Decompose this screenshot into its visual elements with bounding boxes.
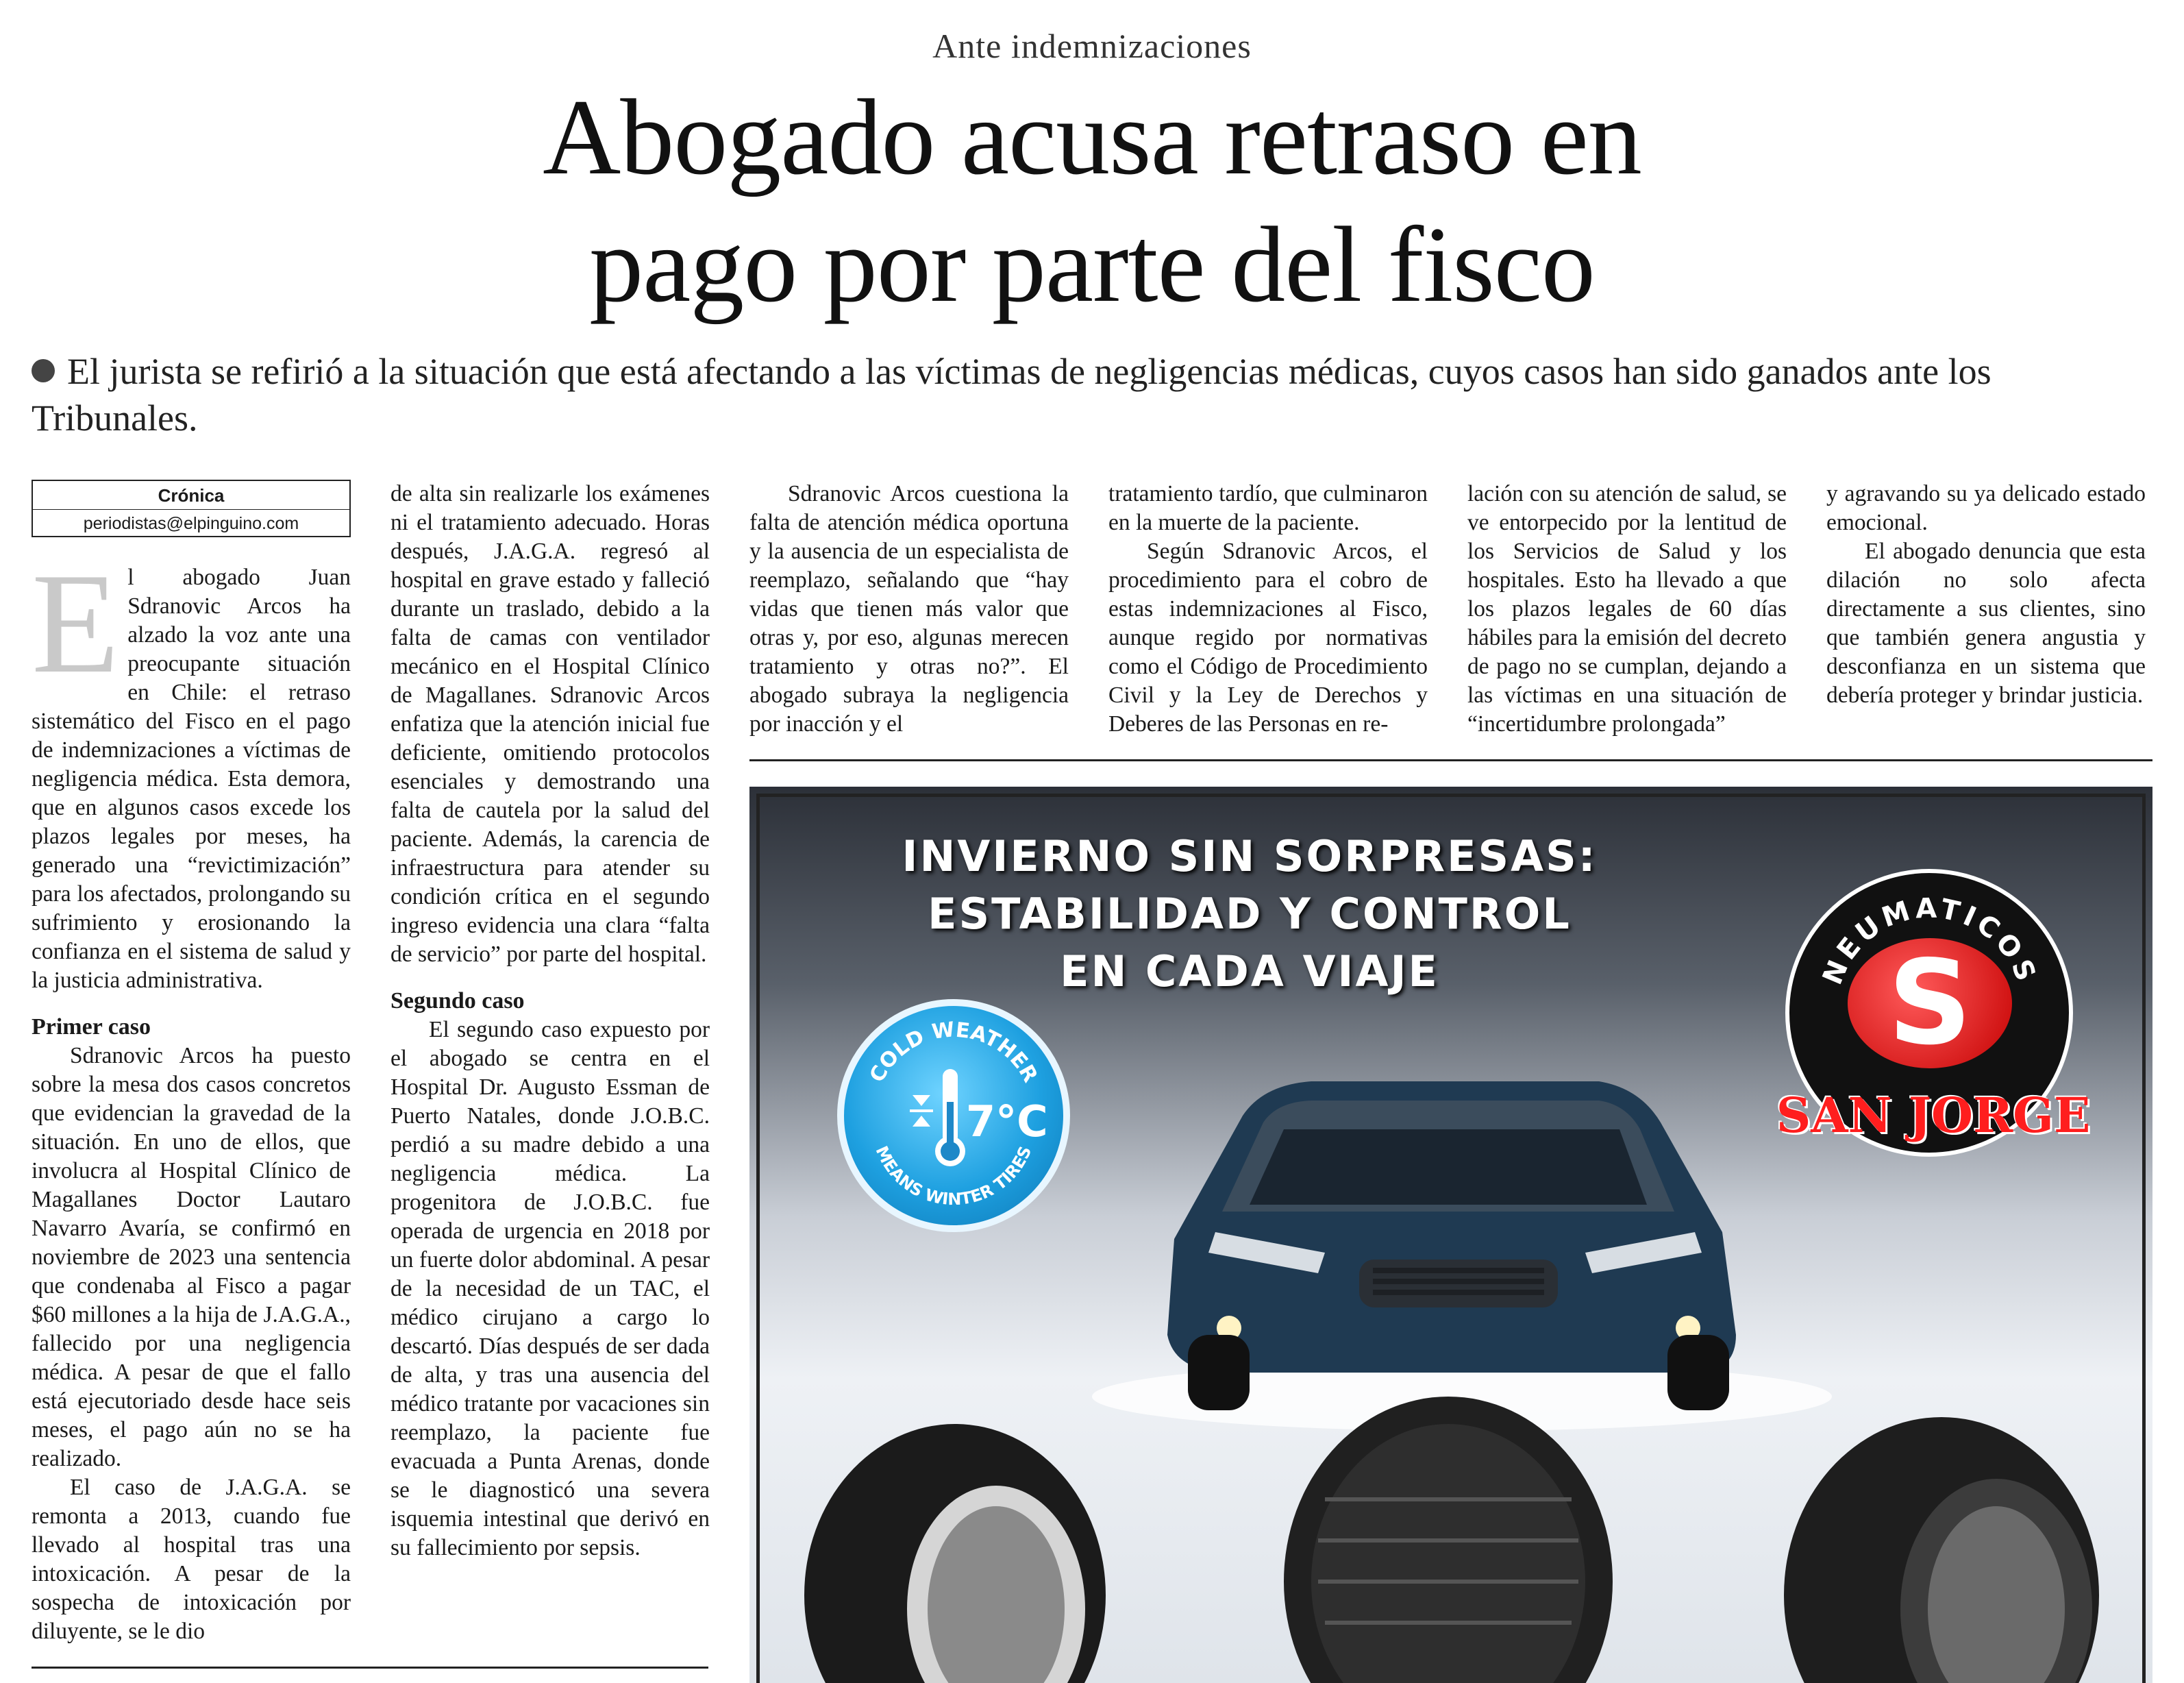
paragraph: lación con su atención de salud, se ve entorpecido por la lentitud de los Servicios de Salud y los hospitales. Esto ha llevado a que los plazos legales de 60 días hábiles para la emisión del decreto de pago no se cumplan, dejando a las víctimas en una situación de “incertidumbre prolongada”: [1467, 481, 1787, 737]
article-column-2: [390, 480, 710, 1562]
paragraph: tratamiento tardío, que culminaron en la muerte de la paciente.: [1108, 481, 1428, 535]
column-divider-rule: [749, 759, 2152, 761]
paragraph: Sdranovic Arcos ha puesto sobre la mesa dos casos concretos que evidencian la gravedad de la situación. En uno de ellos, que involucra al Hospital Clínico de Magallanes Doctor Lautaro Navarro Avaría, se confirmó en noviembre de 2023 una sentencia que condenaba al Fisco a pagar $60 millones a la hija de J.A.G.A., fallecido por una negligencia médica. A pesar de que el fallo está ejecutoriado desde hace seis meses, el pago aún no se ha realizado.: [32, 1043, 351, 1471]
badge-temperature: 7°C: [966, 1096, 1048, 1146]
author-email: periodistas@elpinguino.com: [33, 509, 349, 534]
cold-weather-badge: [837, 999, 1070, 1232]
paragraph: de alta sin realizarle los exámenes ni el tratamiento adecuado. Horas después, J.A.G.A. regresó al hospital en grave estado y falleció durante un traslado, debido a la falta de camas con ventilador mecánico en el Hospital Clínico de Magallanes. Sdranovic Arcos enfatiza que la atención inicial fue deficiente, omitiendo protocolos esenciales y demostrando una falta de cautela por la salud del paciente. Además, la carencia de infraestructura para atender su condición crítica en el segundo ingreso evidencia una clara “falta de servicio” por parte del hospital.: [390, 481, 710, 967]
section-label: Crónica: [158, 485, 225, 506]
headline-line-2: pago por parte del fisco: [589, 205, 1595, 325]
paragraph: y agravando su ya delicado estado emocional.: [1826, 481, 2146, 535]
winter-tire-1-image: [791, 1390, 1119, 1683]
headline-line-1: Abogado acusa retraso en: [543, 77, 1641, 197]
badge-bottom-text: MEANS WINTER TIRES: [871, 1143, 1036, 1209]
subheadline-text: El jurista se refirió a la situación que está afectando a las víctimas de negligencias médicas, cuyos casos han sido ganados ante los Tribunales.: [32, 351, 1991, 439]
kicker: Ante indemnizaciones: [932, 27, 1252, 65]
bullet-icon: [32, 359, 55, 382]
ad-headline-line-1: INVIERNO SIN SORPRESAS:: [902, 831, 1598, 881]
logo-brand-text: SAN JORGE: [1776, 1087, 2091, 1144]
ad-headline-line-3: EN CADA VIAJE: [1060, 946, 1439, 996]
lead-paragraph: [32, 544, 351, 995]
article-column-4: [1108, 480, 1428, 739]
subheading-segundo-caso: Segundo caso: [390, 988, 525, 1014]
ad-headline-line-2: ESTABILIDAD Y CONTROL: [928, 889, 1572, 939]
badge-top-text: COLD WEATHER: [865, 1018, 1043, 1087]
headline: [0, 74, 2184, 329]
svg-text:NEUMATICOS: NEUMATICOS: [1816, 892, 2044, 990]
article-column-6: [1826, 480, 2146, 710]
paragraph: Sdranovic Arcos cuestiona la falta de atención médica oportuna y la ausencia de un especialista de reemplazo, señalando que “hay vidas que tienen más valor que otras y, por eso, algunas merecen tratamiento y otras no?”. El abogado subraya la negligencia por inacción y el: [749, 481, 1069, 737]
byline-box: [32, 480, 351, 537]
ad-headline: [804, 828, 1695, 1000]
paragraph: El caso de J.A.G.A. se remonta a 2013, cuando fue llevado al hospital tras una intoxicación. A pesar de la sospecha de intoxicación por diluyente, se le dio: [32, 1475, 351, 1644]
subheading-primer-caso: Primer caso: [32, 1014, 151, 1040]
paragraph: El abogado denuncia que esta dilación no solo afecta directamente a sus clientes, sino que también genera angustia y desconfianza en un sistema que debería proteger y brindar justicia.: [1826, 539, 2146, 708]
bottom-divider-rule: [32, 1667, 708, 1669]
paragraph: El segundo caso expuesto por el abogado se centra en el Hospital Dr. Augusto Essman de Puerto Natales, donde J.O.B.C. perdió a su madre debido a una negligencia médica. La progenitora de J.O.B.C. fue operada de urgencia en 2018 por un fuerte dolor abdominal. A pesar de la necesidad de un TAC, el médico cirujano a cargo lo descartó. Días después de ser dada de alta, y tras una ausencia del médico tratante por vacaciones sin reemplazo, la paciente fue evacuada a Punta Arenas, donde se le diagnosticó una severa isquemia intestinal que derivó en su fallecimiento por sepsis.: [390, 1017, 710, 1560]
subheadline: [32, 348, 2155, 441]
drop-cap: E: [32, 544, 120, 703]
winter-tire-3-image: [1777, 1376, 2120, 1683]
article-column-3: [749, 480, 1069, 739]
winter-tire-2-image: [1270, 1362, 1626, 1683]
logo-s-mark: S: [1848, 938, 2012, 1068]
article-column-5: [1467, 480, 1787, 739]
thermometer-icon: [910, 1069, 965, 1166]
paragraph: Según Sdranovic Arcos, el procedimiento para el cobro de estas indemnizaciones al Fisco, aunque regido por normativas como el Código de Procedimiento Civil y la Ley de Derechos y Deberes de las Personas en re-: [1108, 539, 1428, 737]
lead-text: l abogado Juan Sdranovic Arcos ha alzado la voz ante una preocupante situación en Chile: el retraso sistemático del Fisco en el pago de indemnizaciones a víctimas de negligencia médica. Esta demora, que en algunos casos excede los plazos legales por meses, ha generado una “revictimización” para los afectados, prolongando su sufrimiento y erosionando la confianza en el sistema de salud y la justicia administrativa.: [32, 565, 351, 993]
tire-advertisement: [749, 787, 2152, 1683]
article-column-1: [32, 544, 351, 1646]
